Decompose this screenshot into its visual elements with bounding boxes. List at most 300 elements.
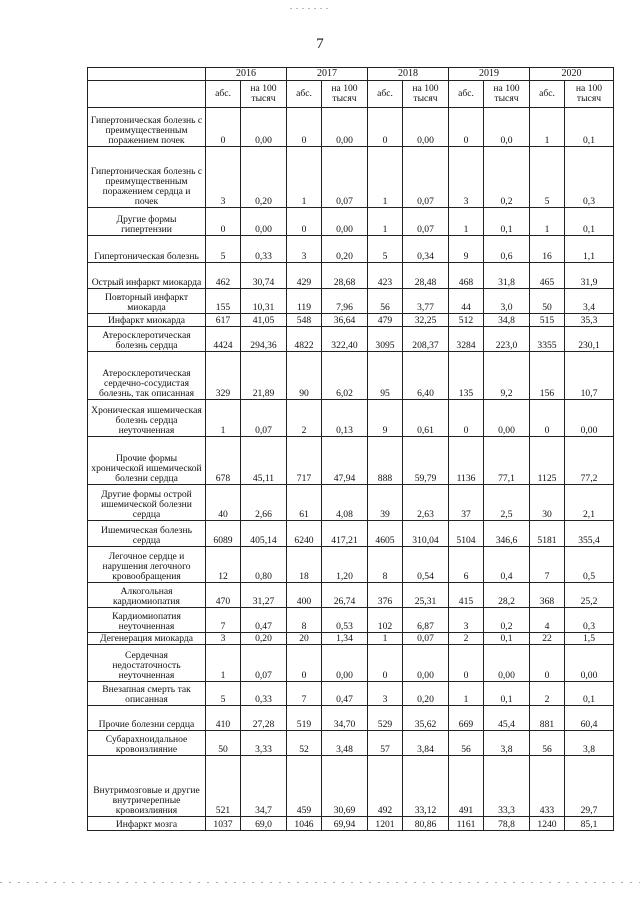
row-label: Сердечная недостаточность неуточненная — [88, 645, 206, 682]
per100k-value-cell: 0,07 — [241, 645, 287, 682]
per100k-value-cell: 0,34 — [403, 236, 449, 263]
per100k-value-cell: 59,79 — [403, 437, 449, 485]
per100k-value-cell: 0,0 — [484, 108, 530, 147]
row-label: Дегенерация миокарда — [88, 633, 206, 645]
table-row — [88, 327, 614, 352]
abs-value-cell: 0 — [449, 108, 484, 147]
per100k-value-cell: 0,07 — [322, 147, 368, 208]
abs-value-cell: 423 — [368, 263, 403, 289]
row-label: Инфаркт миокарда — [88, 314, 206, 327]
per100k-value-cell: 25,2 — [565, 583, 614, 608]
per100k-value-cell: 230,1 — [565, 327, 614, 352]
abs-value-cell: 135 — [449, 352, 484, 400]
abs-value-cell: 4605 — [368, 521, 403, 547]
table-row — [88, 645, 614, 682]
per100k-value-cell: 3,8 — [565, 731, 614, 756]
corner-cell — [88, 68, 206, 81]
abs-value-cell: 329 — [206, 352, 241, 400]
abs-value-cell: 3 — [206, 147, 241, 208]
abs-value-cell: 1 — [368, 208, 403, 236]
table-row — [88, 633, 614, 645]
abs-value-cell: 9 — [449, 236, 484, 263]
per100k-value-cell: 33,3 — [484, 756, 530, 817]
row-label: Гипертоническая болезнь — [88, 236, 206, 263]
per100k-value-cell: 26,74 — [322, 583, 368, 608]
abs-value-cell: 3 — [449, 608, 484, 633]
abs-value-cell: 7 — [287, 682, 322, 706]
table-row — [88, 547, 614, 583]
abs-value-cell: 0 — [449, 645, 484, 682]
abs-value-cell: 119 — [287, 289, 322, 314]
abs-value-cell: 20 — [287, 633, 322, 645]
per100k-value-cell: 322,40 — [322, 327, 368, 352]
per100k-value-cell: 346,6 — [484, 521, 530, 547]
abs-header: абс. — [449, 81, 484, 108]
abs-value-cell: 7 — [530, 547, 565, 583]
abs-value-cell: 1161 — [449, 817, 484, 831]
per100k-value-cell: 35,3 — [565, 314, 614, 327]
per100k-value-cell: 30,69 — [322, 756, 368, 817]
per100k-header: на 100 тысяч — [484, 81, 530, 108]
per100k-value-cell: 0,00 — [322, 645, 368, 682]
abs-value-cell: 4 — [530, 608, 565, 633]
per100k-value-cell: 0,5 — [565, 547, 614, 583]
table-row — [88, 731, 614, 756]
abs-value-cell: 1 — [449, 682, 484, 706]
per100k-value-cell: 3,84 — [403, 731, 449, 756]
per100k-value-cell: 2,63 — [403, 485, 449, 521]
per100k-value-cell: 31,8 — [484, 263, 530, 289]
abs-value-cell: 1 — [530, 208, 565, 236]
abs-value-cell: 56 — [368, 289, 403, 314]
per100k-value-cell: 60,4 — [565, 706, 614, 731]
per100k-value-cell: 45,4 — [484, 706, 530, 731]
per100k-value-cell: 0,00 — [403, 645, 449, 682]
abs-value-cell: 22 — [530, 633, 565, 645]
abs-value-cell: 429 — [287, 263, 322, 289]
table-row — [88, 583, 614, 608]
abs-value-cell: 6089 — [206, 521, 241, 547]
per100k-value-cell: 69,0 — [241, 817, 287, 831]
per100k-value-cell: 2,1 — [565, 485, 614, 521]
table-row — [88, 756, 614, 817]
per100k-value-cell: 10,31 — [241, 289, 287, 314]
per100k-value-cell: 0,1 — [565, 208, 614, 236]
table-row — [88, 682, 614, 706]
per100k-value-cell: 0,00 — [484, 400, 530, 437]
abs-value-cell: 519 — [287, 706, 322, 731]
table-row — [88, 147, 614, 208]
per100k-value-cell: 4,08 — [322, 485, 368, 521]
year-header: 2018 — [368, 68, 449, 81]
abs-value-cell: 512 — [449, 314, 484, 327]
per100k-value-cell: 31,27 — [241, 583, 287, 608]
table-row — [88, 108, 614, 147]
per100k-header: на 100 тысяч — [403, 81, 449, 108]
abs-value-cell: 7 — [206, 608, 241, 633]
table-row — [88, 314, 614, 327]
per100k-value-cell: 0,00 — [241, 208, 287, 236]
per100k-value-cell: 28,48 — [403, 263, 449, 289]
per100k-value-cell: 0,1 — [484, 633, 530, 645]
abs-value-cell: 888 — [368, 437, 403, 485]
scan-artifact-line — [0, 882, 640, 883]
per100k-value-cell: 0,54 — [403, 547, 449, 583]
abs-value-cell: 2 — [530, 682, 565, 706]
per100k-value-cell: 21,89 — [241, 352, 287, 400]
per100k-value-cell: 0,3 — [565, 608, 614, 633]
abs-value-cell: 2 — [287, 400, 322, 437]
per100k-value-cell: 0,61 — [403, 400, 449, 437]
abs-value-cell: 5 — [530, 147, 565, 208]
abs-value-cell: 717 — [287, 437, 322, 485]
per100k-value-cell: 0,4 — [484, 547, 530, 583]
table-row — [88, 608, 614, 633]
per100k-value-cell: 0,33 — [241, 236, 287, 263]
row-label: Хроническая ишемическая болезнь сердца неуточненная — [88, 400, 206, 437]
table-row — [88, 485, 614, 521]
per100k-value-cell: 6,40 — [403, 352, 449, 400]
per100k-value-cell: 34,70 — [322, 706, 368, 731]
abs-value-cell: 433 — [530, 756, 565, 817]
per100k-value-cell: 6,02 — [322, 352, 368, 400]
abs-value-cell: 0 — [530, 645, 565, 682]
per100k-value-cell: 28,2 — [484, 583, 530, 608]
subheader-row — [88, 81, 614, 108]
table-row — [88, 706, 614, 731]
per100k-value-cell: 405,14 — [241, 521, 287, 547]
abs-value-cell: 617 — [206, 314, 241, 327]
statistics-table — [87, 67, 614, 831]
abs-value-cell: 1 — [206, 400, 241, 437]
per100k-value-cell: 0,07 — [403, 208, 449, 236]
per100k-value-cell: 0,2 — [484, 608, 530, 633]
abs-value-cell: 1037 — [206, 817, 241, 831]
per100k-header: на 100 тысяч — [322, 81, 368, 108]
page-number: 7 — [316, 36, 324, 52]
table-row — [88, 352, 614, 400]
per100k-value-cell: 0,33 — [241, 682, 287, 706]
per100k-value-cell: 28,68 — [322, 263, 368, 289]
per100k-value-cell: 2,5 — [484, 485, 530, 521]
row-label: Гипертоническая болезнь с преимущественным поражением почек — [88, 108, 206, 147]
per100k-value-cell: 0,20 — [241, 633, 287, 645]
row-label: Прочие формы хронической ишемической болезни сердца — [88, 437, 206, 485]
per100k-value-cell: 1,5 — [565, 633, 614, 645]
abs-value-cell: 529 — [368, 706, 403, 731]
per100k-value-cell: 0,20 — [403, 682, 449, 706]
abs-value-cell: 37 — [449, 485, 484, 521]
abs-value-cell: 40 — [206, 485, 241, 521]
per100k-value-cell: 27,28 — [241, 706, 287, 731]
abs-value-cell: 491 — [449, 756, 484, 817]
per100k-value-cell: 47,94 — [322, 437, 368, 485]
abs-value-cell: 1 — [287, 147, 322, 208]
per100k-value-cell: 3,48 — [322, 731, 368, 756]
per100k-value-cell: 0,00 — [403, 108, 449, 147]
per100k-value-cell: 0,1 — [484, 208, 530, 236]
abs-value-cell: 3 — [368, 682, 403, 706]
abs-value-cell: 9 — [368, 400, 403, 437]
year-header: 2020 — [530, 68, 614, 81]
abs-value-cell: 61 — [287, 485, 322, 521]
per100k-value-cell: 32,25 — [403, 314, 449, 327]
table-body — [88, 108, 614, 831]
per100k-value-cell: 78,8 — [484, 817, 530, 831]
per100k-value-cell: 3,0 — [484, 289, 530, 314]
abs-value-cell: 3095 — [368, 327, 403, 352]
abs-value-cell: 368 — [530, 583, 565, 608]
row-label: Прочие болезни сердца — [88, 706, 206, 731]
abs-value-cell: 0 — [287, 208, 322, 236]
abs-value-cell: 1201 — [368, 817, 403, 831]
row-label: Повторный инфаркт миокарда — [88, 289, 206, 314]
abs-value-cell: 95 — [368, 352, 403, 400]
abs-value-cell: 30 — [530, 485, 565, 521]
row-label: Другие формы гипертензии — [88, 208, 206, 236]
abs-value-cell: 1 — [449, 208, 484, 236]
abs-value-cell: 415 — [449, 583, 484, 608]
abs-value-cell: 1046 — [287, 817, 322, 831]
per100k-value-cell: 0,00 — [241, 108, 287, 147]
per100k-value-cell: 417,21 — [322, 521, 368, 547]
abs-value-cell: 12 — [206, 547, 241, 583]
abs-header: абс. — [287, 81, 322, 108]
year-header: 2019 — [449, 68, 530, 81]
year-header-row — [88, 68, 614, 81]
abs-value-cell: 0 — [530, 400, 565, 437]
abs-value-cell: 50 — [206, 731, 241, 756]
abs-value-cell: 3 — [449, 147, 484, 208]
abs-value-cell: 1 — [530, 108, 565, 147]
abs-value-cell: 492 — [368, 756, 403, 817]
abs-value-cell: 5 — [206, 236, 241, 263]
row-label: Острый инфаркт миокарда — [88, 263, 206, 289]
per100k-value-cell: 0,00 — [484, 645, 530, 682]
abs-value-cell: 0 — [368, 645, 403, 682]
row-label: Атеросклеротическая болезнь сердца — [88, 327, 206, 352]
row-label: Внезапная смерть так описанная — [88, 682, 206, 706]
abs-value-cell: 8 — [368, 547, 403, 583]
abs-value-cell: 459 — [287, 756, 322, 817]
corner-cell — [88, 81, 206, 108]
abs-value-cell: 52 — [287, 731, 322, 756]
row-label: Атеросклеротическая сердечно-сосудистая болезнь, так описанная — [88, 352, 206, 400]
abs-value-cell: 376 — [368, 583, 403, 608]
per100k-value-cell: 0,47 — [241, 608, 287, 633]
per100k-value-cell: 0,07 — [403, 633, 449, 645]
per100k-value-cell: 3,77 — [403, 289, 449, 314]
per100k-value-cell: 0,00 — [565, 400, 614, 437]
abs-value-cell: 156 — [530, 352, 565, 400]
per100k-value-cell: 0,00 — [322, 208, 368, 236]
per100k-value-cell: 2,66 — [241, 485, 287, 521]
abs-value-cell: 400 — [287, 583, 322, 608]
abs-value-cell: 0 — [287, 108, 322, 147]
abs-value-cell: 2 — [449, 633, 484, 645]
abs-value-cell: 479 — [368, 314, 403, 327]
row-label: Ишемическая болезнь сердца — [88, 521, 206, 547]
abs-value-cell: 57 — [368, 731, 403, 756]
per100k-value-cell: 10,7 — [565, 352, 614, 400]
abs-header: абс. — [530, 81, 565, 108]
per100k-value-cell: 34,8 — [484, 314, 530, 327]
per100k-value-cell: 80,86 — [403, 817, 449, 831]
per100k-value-cell: 3,4 — [565, 289, 614, 314]
abs-value-cell: 410 — [206, 706, 241, 731]
per100k-value-cell: 34,7 — [241, 756, 287, 817]
abs-value-cell: 0 — [449, 400, 484, 437]
per100k-value-cell: 355,4 — [565, 521, 614, 547]
per100k-value-cell: 1,34 — [322, 633, 368, 645]
per100k-value-cell: 25,31 — [403, 583, 449, 608]
abs-value-cell: 16 — [530, 236, 565, 263]
abs-value-cell: 470 — [206, 583, 241, 608]
abs-value-cell: 5181 — [530, 521, 565, 547]
per100k-value-cell: 29,7 — [565, 756, 614, 817]
abs-value-cell: 1 — [368, 633, 403, 645]
per100k-value-cell: 0,1 — [484, 682, 530, 706]
per100k-value-cell: 0,2 — [484, 147, 530, 208]
abs-value-cell: 462 — [206, 263, 241, 289]
table-row — [88, 208, 614, 236]
per100k-value-cell: 0,1 — [565, 682, 614, 706]
abs-value-cell: 155 — [206, 289, 241, 314]
abs-value-cell: 56 — [530, 731, 565, 756]
row-label: Легочное сердце и нарушения легочного кровообращения — [88, 547, 206, 583]
per100k-value-cell: 0,07 — [241, 400, 287, 437]
per100k-value-cell: 7,96 — [322, 289, 368, 314]
row-label: Другие формы острой ишемической болезни сердца — [88, 485, 206, 521]
abs-value-cell: 90 — [287, 352, 322, 400]
per100k-value-cell: 208,37 — [403, 327, 449, 352]
abs-value-cell: 56 — [449, 731, 484, 756]
per100k-value-cell: 0,80 — [241, 547, 287, 583]
per100k-header: на 100 тысяч — [241, 81, 287, 108]
row-label: Субарахноидальное кровоизлияние — [88, 731, 206, 756]
table-row — [88, 817, 614, 831]
per100k-value-cell: 9,2 — [484, 352, 530, 400]
abs-value-cell: 1240 — [530, 817, 565, 831]
per100k-value-cell: 0,6 — [484, 236, 530, 263]
abs-header: абс. — [368, 81, 403, 108]
table-row — [88, 289, 614, 314]
per100k-value-cell: 45,11 — [241, 437, 287, 485]
abs-value-cell: 5 — [368, 236, 403, 263]
per100k-value-cell: 1,20 — [322, 547, 368, 583]
per100k-value-cell: 36,64 — [322, 314, 368, 327]
abs-value-cell: 18 — [287, 547, 322, 583]
per100k-value-cell: 41,05 — [241, 314, 287, 327]
abs-value-cell: 1125 — [530, 437, 565, 485]
row-label: Гипертоническая болезнь с преимущественным поражением сердца и почек — [88, 147, 206, 208]
per100k-value-cell: 3,33 — [241, 731, 287, 756]
table-row — [88, 400, 614, 437]
year-header: 2016 — [206, 68, 287, 81]
abs-value-cell: 5104 — [449, 521, 484, 547]
table-row — [88, 521, 614, 547]
per100k-value-cell: 0,07 — [403, 147, 449, 208]
abs-value-cell: 39 — [368, 485, 403, 521]
abs-value-cell: 3284 — [449, 327, 484, 352]
per100k-value-cell: 0,20 — [322, 236, 368, 263]
year-header: 2017 — [287, 68, 368, 81]
abs-value-cell: 678 — [206, 437, 241, 485]
abs-value-cell: 0 — [206, 208, 241, 236]
per100k-value-cell: 85,1 — [565, 817, 614, 831]
abs-value-cell: 669 — [449, 706, 484, 731]
abs-value-cell: 102 — [368, 608, 403, 633]
per100k-value-cell: 0,1 — [565, 108, 614, 147]
abs-header: абс. — [206, 81, 241, 108]
abs-value-cell: 548 — [287, 314, 322, 327]
table-row — [88, 263, 614, 289]
per100k-value-cell: 33,12 — [403, 756, 449, 817]
abs-value-cell: 468 — [449, 263, 484, 289]
per100k-value-cell: 31,9 — [565, 263, 614, 289]
abs-value-cell: 4822 — [287, 327, 322, 352]
abs-value-cell: 8 — [287, 608, 322, 633]
row-label: Внутримозговые и другие внутричерепные кровоизлияния — [88, 756, 206, 817]
abs-value-cell: 5 — [206, 682, 241, 706]
per100k-value-cell: 223,0 — [484, 327, 530, 352]
abs-value-cell: 521 — [206, 756, 241, 817]
row-label: Алкогольная кардиомиопатия — [88, 583, 206, 608]
per100k-value-cell: 3,8 — [484, 731, 530, 756]
per100k-value-cell: 0,47 — [322, 682, 368, 706]
per100k-value-cell: 69,94 — [322, 817, 368, 831]
per100k-value-cell: 6,87 — [403, 608, 449, 633]
abs-value-cell: 3 — [206, 633, 241, 645]
per100k-value-cell: 1,1 — [565, 236, 614, 263]
per100k-header: на 100 тысяч — [565, 81, 614, 108]
per100k-value-cell: 294,36 — [241, 327, 287, 352]
abs-value-cell: 515 — [530, 314, 565, 327]
abs-value-cell: 465 — [530, 263, 565, 289]
abs-value-cell: 3355 — [530, 327, 565, 352]
per100k-value-cell: 0,53 — [322, 608, 368, 633]
abs-value-cell: 881 — [530, 706, 565, 731]
abs-value-cell: 1136 — [449, 437, 484, 485]
table-row — [88, 437, 614, 485]
per100k-value-cell: 30,74 — [241, 263, 287, 289]
per100k-value-cell: 0,3 — [565, 147, 614, 208]
scan-mark — [290, 8, 330, 9]
per100k-value-cell: 0,13 — [322, 400, 368, 437]
abs-value-cell: 0 — [287, 645, 322, 682]
per100k-value-cell: 77,1 — [484, 437, 530, 485]
per100k-value-cell: 35,62 — [403, 706, 449, 731]
per100k-value-cell: 310,04 — [403, 521, 449, 547]
abs-value-cell: 0 — [368, 108, 403, 147]
abs-value-cell: 0 — [206, 108, 241, 147]
row-label: Инфаркт мозга — [88, 817, 206, 831]
per100k-value-cell: 77,2 — [565, 437, 614, 485]
abs-value-cell: 6 — [449, 547, 484, 583]
abs-value-cell: 4424 — [206, 327, 241, 352]
per100k-value-cell: 0,00 — [322, 108, 368, 147]
row-label: Кардиомиопатия неуточненная — [88, 608, 206, 633]
abs-value-cell: 50 — [530, 289, 565, 314]
abs-value-cell: 1 — [368, 147, 403, 208]
per100k-value-cell: 0,20 — [241, 147, 287, 208]
table-row — [88, 236, 614, 263]
per100k-value-cell: 0,00 — [565, 645, 614, 682]
abs-value-cell: 6240 — [287, 521, 322, 547]
abs-value-cell: 1 — [206, 645, 241, 682]
abs-value-cell: 44 — [449, 289, 484, 314]
abs-value-cell: 3 — [287, 236, 322, 263]
